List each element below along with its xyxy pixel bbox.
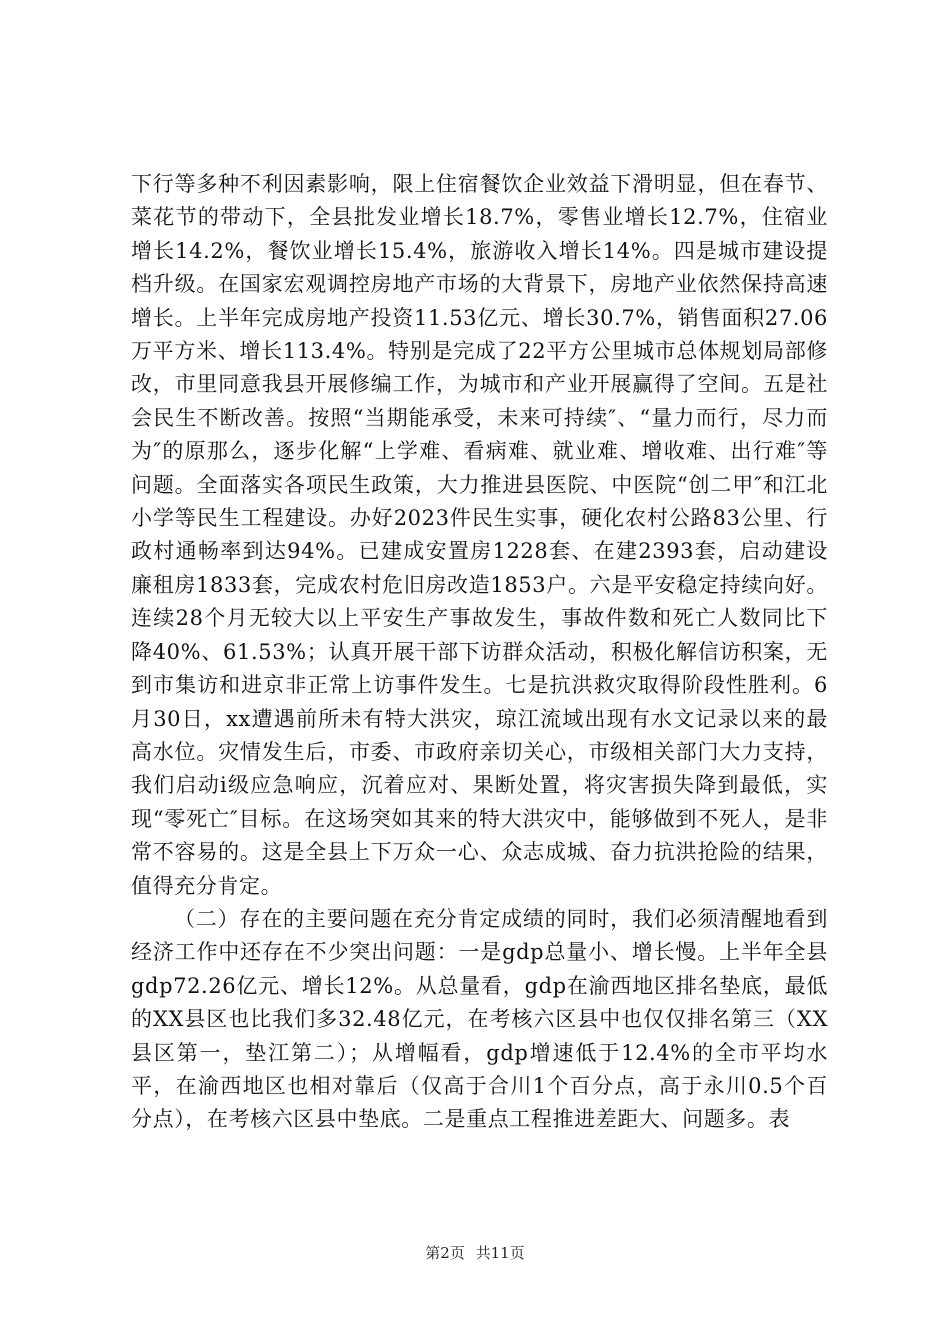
body-paragraph-1: 下行等多种不利因素影响，限上住宿餐饮企业效益下滑明显，但在春节、菜花节的带动下，全县批发业增长18.7%，零售业增长12.7%，住宿业增长14.2%，餐饮业增长15.4%，旅游收入增长14%。四是城市建设提档升级。在国家宏观调控房地产市场的大背景下，房地产业依然保持高速增长。上半年完成房地产投资11.53亿元、增长30.7%，销售面积27.06万平方米、增长113.4%。特别是完成了22平方公里城市总体规划局部修改，市里同意我县开展修编工作，为城市和产业开展赢得了空间。五是社会民生不断改善。按照“当期能承受，未来可持续″、“量力而行，尽力而为″的原那么，逐步化解“上学难、看病难、就业难、增收难、出行难″等问题。全面落实各项民生政策，大力推进县医院、中医院“创二甲″和江北小学等民生工程建设。办好2023件民生实事，硬化农村公路83公里、行政村通畅率到达94%。已建成安置房1228套、在建2393套，启动建设廉租房1833套，完成农村危旧房改造1853户。六是平安稳定持续向好。连续28个月无较大以上平安生产事故发生，事故件数和死亡人数同比下降40%、61.53%；认真开展干部下访群众活动，积极化解信访积案，无到市集访和进京非正常上访事件发生。七是抗洪救灾取得阶段性胜利。6月30日，xx遭遇前所未有特大洪灾，琼江流域出现有水文记录以来的最高水位。灾情发生后，市委、市政府亲切关心，市级相关部门大力支持，我们启动i级应急响应，沉着应对、果断处置，将灾害损失降到最低，实现“零死亡″目标。在这场突如其来的特大洪灾中，能够做到不死人，是非常不容易的。这是全县上下万众一心、众志成城、奋力抗洪抢险的结果，值得充分肯定。 (131, 172, 828, 898)
document-body (131, 168, 828, 1137)
body-paragraph-2: （二）存在的主要问题在充分肯定成绩的同时，我们必须清醒地看到经济工作中还存在不少突出问题：一是gdp总量小、增长慢。上半年全县gdp72.26亿元、增长12%。从总量看，gdp在渝西地区排名垫底，最低的XX县区也比我们多32.48亿元，在考核六区县中也仅仅排名第三（XX县区第一，垫江第二）；从增幅看，gdp增速低于12.4%的全市平均水平，在渝西地区也相对靠后（仅高于合川1个百分点，高于永川0.5个百分点），在考核六区县中垫底。二是重点工程推进差距大、问题多。表 (131, 906, 828, 1132)
page-total: 共11页 (475, 1244, 525, 1262)
page-footer (0, 1242, 950, 1263)
page-number: 第2页 (425, 1244, 465, 1262)
